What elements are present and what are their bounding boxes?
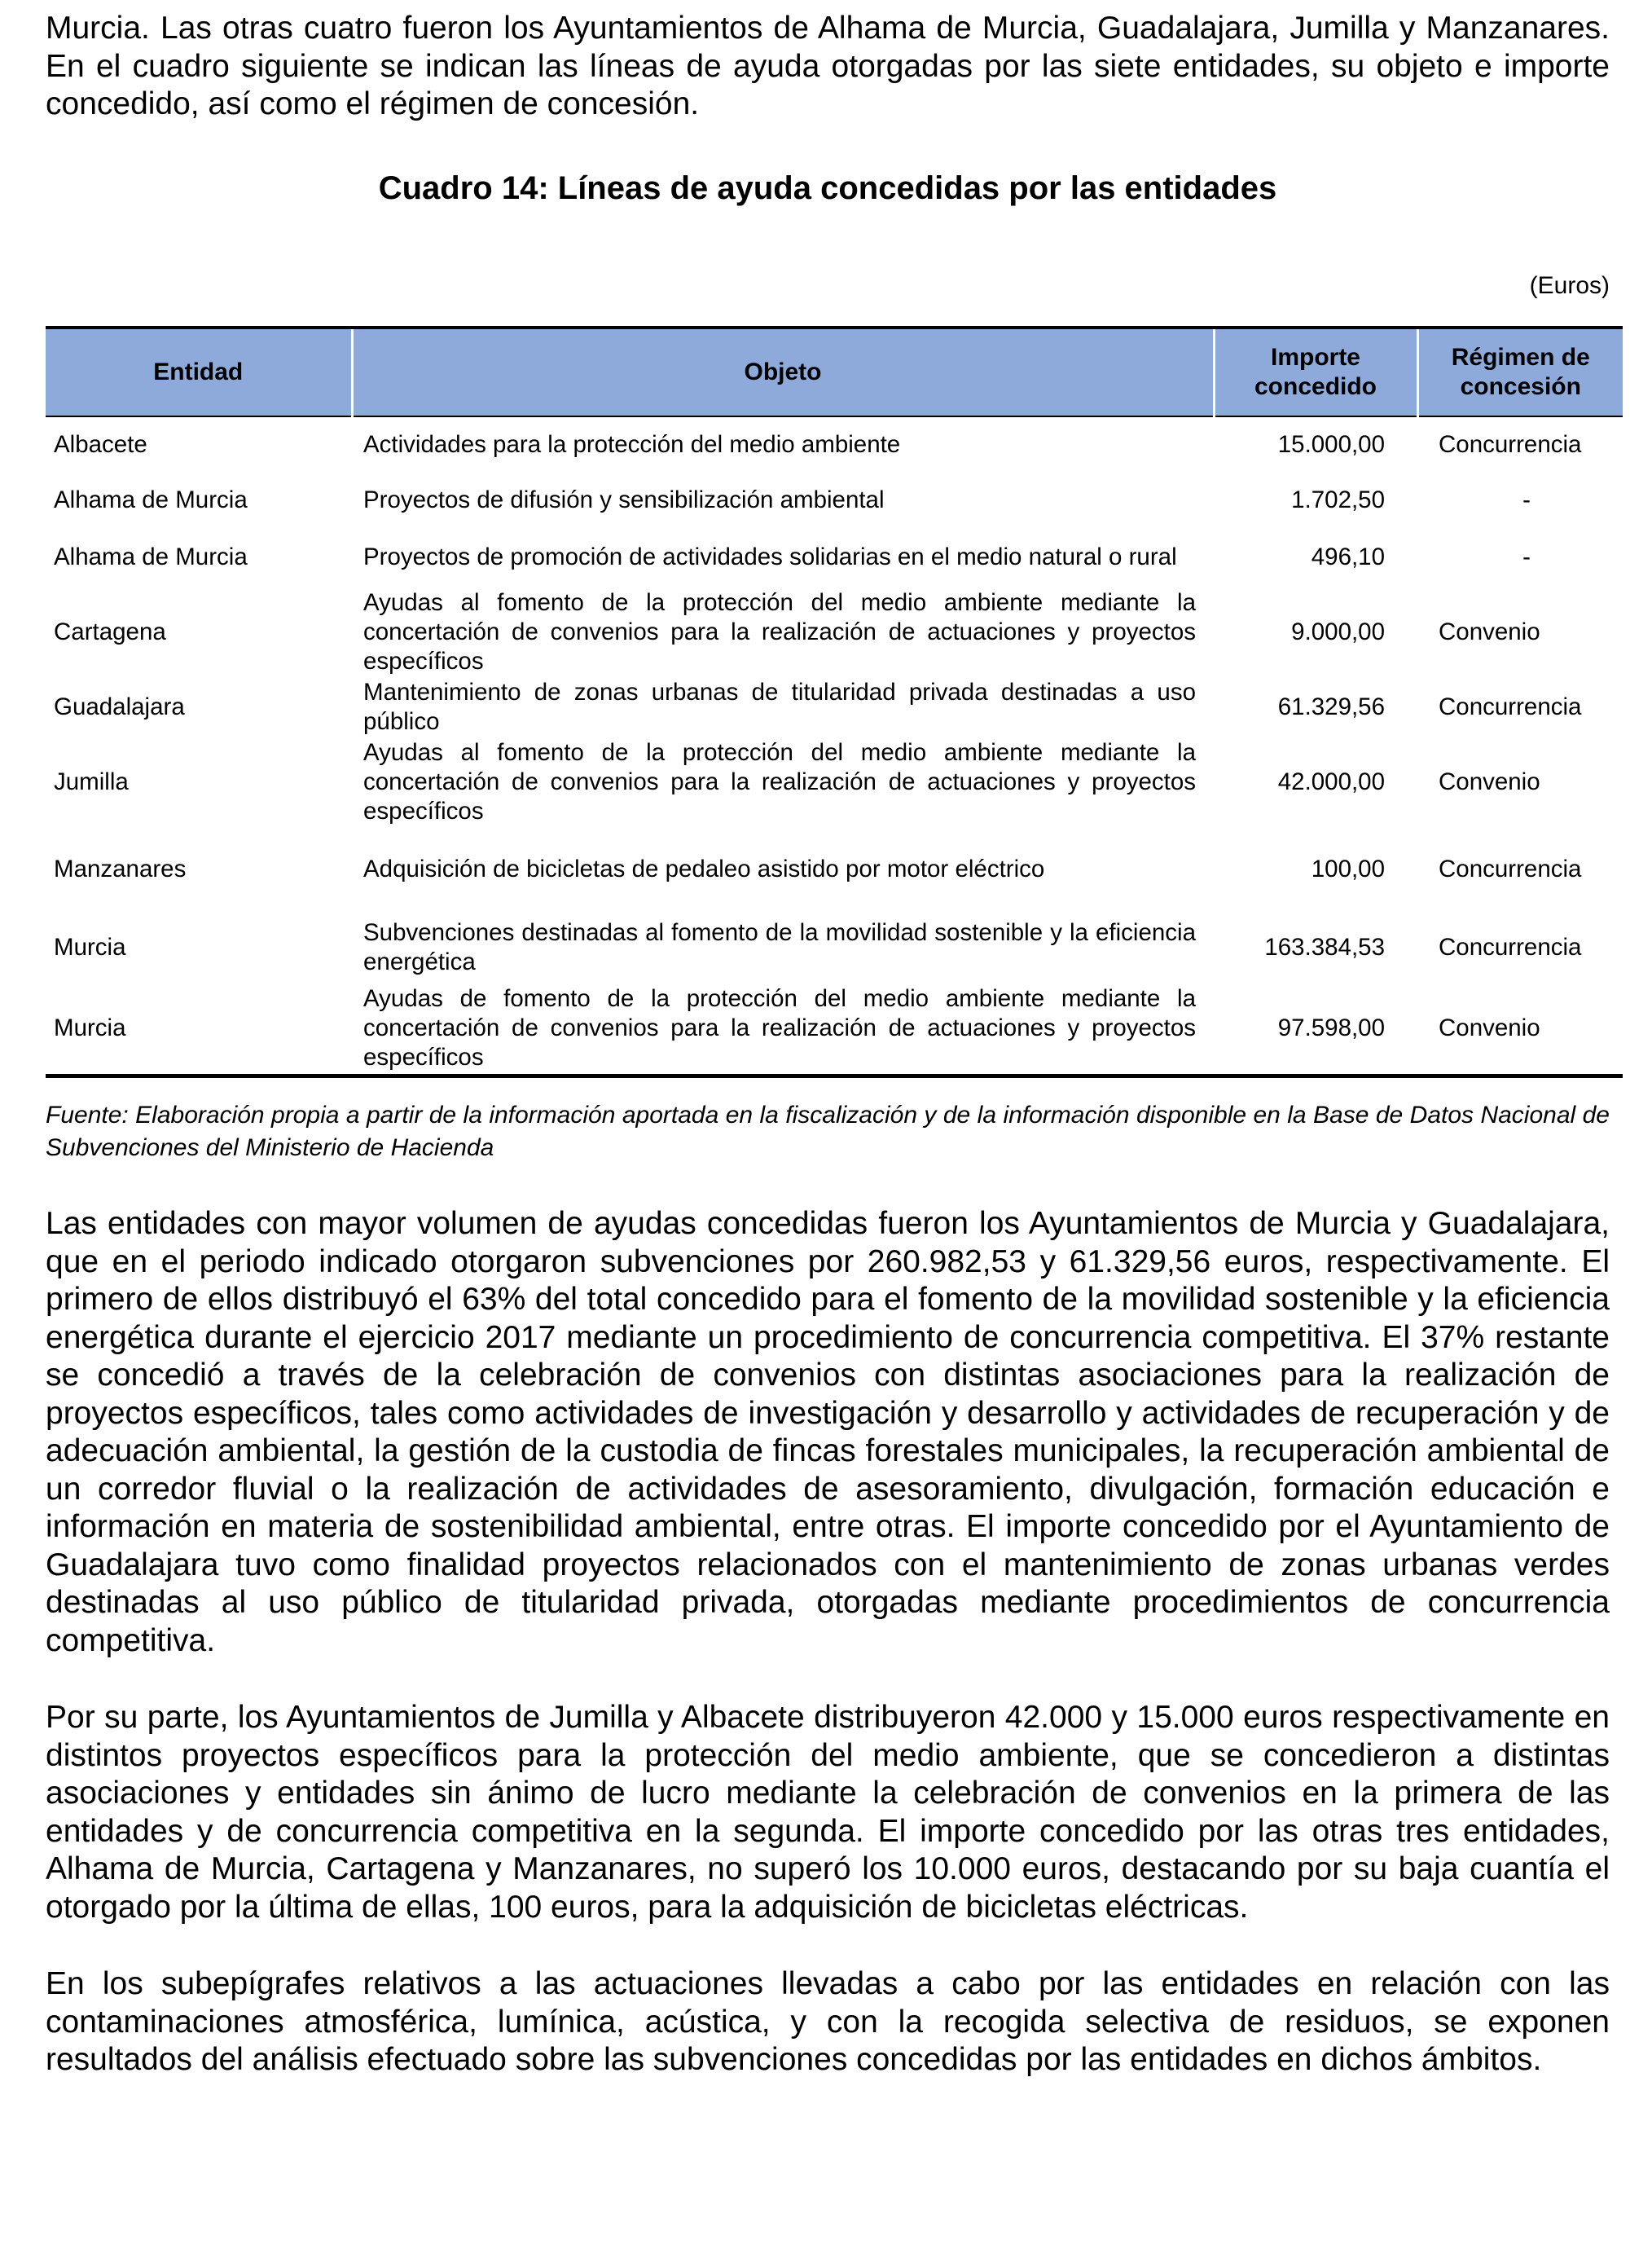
- cell-regimen: Convenio: [1439, 618, 1540, 645]
- cell-objeto: Subvenciones destinadas al fomento de la movilidad sostenible y la eficiencia energética: [363, 918, 1196, 975]
- table-row: [46, 737, 1623, 827]
- table-row: [46, 416, 1623, 473]
- intro-paragraph: Murcia. Las otras cuatro fueron los Ayuntamientos de Alhama de Murcia, Guadalajara, Jumilla y Manzanares. En el cuadro siguiente se indican las líneas de ayuda otorgadas por las siete entidades, su objeto e importe concedido, así como el régimen de concesión.: [46, 11, 1610, 121]
- table-row: [46, 912, 1623, 984]
- cell-regimen: Convenio: [1439, 768, 1540, 795]
- aid-lines-table: [46, 326, 1623, 1079]
- body-paragraph-3: En los subepígrafes relativos a las actuaciones llevadas a cabo por las entidades en relación con las contaminaciones atmosférica, lumínica, acústica, y con la recogida selectiva de residuos, se exponen resultados del análisis efectuado sobre las subvenciones concedidas por las entidades en dichos ámbitos.: [46, 1966, 1610, 2077]
- table-row: [46, 527, 1623, 588]
- table-source-note: Fuente: Elaboración propia a partir de la información aportada en la fiscalización y de la información disponible en la Base de Datos Nacional de Subvenciones del Ministerio de Hacienda: [46, 1102, 1610, 1161]
- cell-objeto: Proyectos de difusión y sensibilización ambiental: [363, 486, 885, 513]
- table-unit: (Euros): [1529, 271, 1610, 299]
- cell-importe: 1.702,50: [1291, 486, 1385, 513]
- cell-objeto: Adquisición de bicicletas de pedaleo asistido por motor eléctrico: [363, 855, 1045, 882]
- cell-regimen: Concurrencia: [1439, 431, 1582, 458]
- cell-entidad: Murcia: [54, 933, 126, 961]
- table-title: Cuadro 14: Líneas de ayuda concedidas por las entidades: [378, 169, 1277, 206]
- cell-entidad: Manzanares: [54, 855, 187, 882]
- table-row: [46, 473, 1623, 527]
- table-row: [46, 588, 1623, 677]
- cell-importe: 15.000,00: [1277, 431, 1385, 458]
- cell-regimen: Concurrencia: [1439, 693, 1582, 720]
- cell-objeto: Ayudas al fomento de la protección del medio ambiente mediante la concertación de convenios para la realización de actuaciones y proyectos específicos: [363, 738, 1196, 825]
- cell-importe: 163.384,53: [1264, 933, 1385, 961]
- cell-importe: 97.598,00: [1214, 984, 1417, 1076]
- body-paragraph-2: Por su parte, los Ayuntamientos de Jumilla y Albacete distribuyeron 42.000 y 15.000 euros respectivamente en distintos proyectos específicos para la protección del medio ambiente, que se concedieron a distintas asociaciones y entidades sin ánimo de lucro mediante la celebración de convenios en la primera de las entidades y de concurrencia competitiva en la segunda. El importe concedido por las otras tres entidades, Alhama de Murcia, Cartagena y Manzanares, no superó los 10.000 euros, destacando por su baja cuantía el otorgado por la última de ellas, 100 euros, para la adquisición de bicicletas eléctricas.: [46, 1700, 1610, 1925]
- cell-regimen: -: [1522, 486, 1531, 513]
- cell-regimen: Convenio: [1417, 984, 1623, 1076]
- cell-objeto: Ayudas de fomento de la protección del medio ambiente mediante la concertación de convenios para la realización de actuaciones y proyectos específicos: [352, 984, 1214, 1076]
- cell-objeto: Ayudas al fomento de la protección del medio ambiente mediante la concertación de convenios para la realización de actuaciones y proyectos específicos: [363, 588, 1196, 675]
- cell-entidad: Albacete: [54, 431, 147, 458]
- table-row: [46, 827, 1623, 912]
- cell-importe: 61.329,56: [1277, 693, 1385, 720]
- table-row: [46, 677, 1623, 737]
- cell-entidad: Alhama de Murcia: [54, 486, 248, 513]
- cell-entidad: Cartagena: [54, 618, 166, 645]
- header-objeto: Objeto: [352, 328, 1214, 416]
- cell-entidad: Guadalajara: [54, 693, 185, 720]
- header-regimen: Régimen de concesión: [1417, 328, 1623, 416]
- cell-importe: 9.000,00: [1291, 618, 1385, 645]
- table-header-row: [46, 328, 1623, 416]
- cell-importe: 42.000,00: [1277, 768, 1385, 795]
- cell-objeto: Actividades para la protección del medio ambiente: [363, 431, 901, 458]
- cell-objeto: Proyectos de promoción de actividades solidarias en el medio natural o rural: [363, 543, 1177, 570]
- cell-entidad: Jumilla: [54, 768, 129, 795]
- cell-regimen: Concurrencia: [1439, 933, 1582, 961]
- cell-importe: 496,10: [1311, 543, 1385, 570]
- table-row: [46, 984, 1623, 1076]
- cell-objeto: Mantenimiento de zonas urbanas de titularidad privada destinadas a uso público: [363, 678, 1196, 735]
- header-importe: Importe concedido: [1214, 328, 1417, 416]
- document-page: [46, 0, 1610, 2079]
- cell-regimen: Concurrencia: [1439, 855, 1582, 882]
- header-entidad: Entidad: [46, 328, 352, 416]
- cell-regimen: -: [1522, 543, 1531, 570]
- cell-entidad: Murcia: [46, 984, 352, 1076]
- cell-entidad: Alhama de Murcia: [54, 543, 248, 570]
- body-paragraph-1: Las entidades con mayor volumen de ayudas concedidas fueron los Ayuntamientos de Murcia y Guadalajara, que en el periodo indicado otorgaron subvenciones por 260.982,53 y 61.329,56 euros, respectivamente. El primero de ellos distribuyó el 63% del total concedido para el fomento de la movilidad sostenible y la eficiencia energética durante el ejercicio 2017 mediante un procedimiento de concurrencia competitiva. El 37% restante se concedió a través de la celebración de convenios con distintas asociaciones para la realización de proyectos específicos, tales como actividades de investigación y desarrollo y actividades de recuperación y de adecuación ambiental, la gestión de la custodia de fincas forestales municipales, la recuperación ambiental de un corredor fluvial o la realización de actividades de asesoramiento, divulgación, formación educación e información en materia de sostenibilidad ambiental, entre otras. El importe concedido por el Ayuntamiento de Guadalajara tuvo como finalidad proyectos relacionados con el mantenimiento de zonas urbanas verdes destinadas al uso público de titularidad privada, otorgadas mediante procedimientos de concurrencia competitiva.: [46, 1206, 1610, 1658]
- cell-importe: 100,00: [1311, 855, 1385, 882]
